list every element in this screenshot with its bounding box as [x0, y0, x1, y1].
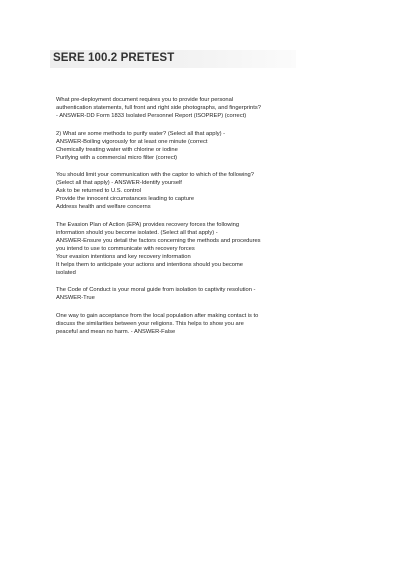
- qa-block-4: [56, 221, 356, 277]
- text-line: peaceful and mean no harm. - ANSWER-False: [56, 328, 176, 335]
- text-line: Your evasion intentions and key recovery information: [56, 253, 191, 260]
- qa-block-1: [56, 96, 356, 120]
- text-line: Address health and welfare concerns: [56, 204, 151, 211]
- text-line: Chemically treating water with chlorine or iodine: [56, 146, 178, 153]
- qa-block-6: [56, 312, 356, 336]
- text-line: One way to gain acceptance from the local population after making contact is to: [56, 312, 259, 319]
- document-body: [56, 96, 356, 346]
- qa-block-3: [56, 171, 356, 211]
- text-line: authentication statements, full front and right side photographs, and fingerprints?: [56, 105, 261, 111]
- text-line: Purifying with a commercial micro filter (correct): [56, 154, 178, 161]
- text-line: The Code of Conduct is your moral guide from isolation to captivity resolution -: [56, 287, 256, 294]
- text-line: information should you become isolated. (Select all that apply) -: [56, 229, 218, 236]
- text-line: ANSWER-Ensure you detail the factors concerning the methods and procedures: [56, 237, 261, 244]
- page-title: SERE 100.2 PRETEST: [53, 52, 175, 64]
- text-line: discuss the similarities between your religions. This helps to show you are: [56, 320, 244, 327]
- qa-block-2: [56, 130, 356, 162]
- text-line: isolated: [56, 269, 76, 276]
- text-line: What pre-deployment document requires you to provide four personal: [56, 97, 234, 103]
- text-line: (Select all that apply) - ANSWER-Identify yourself: [56, 180, 182, 187]
- text-line: ANSWER-Boiling vigorously for at least one minute (correct: [56, 138, 208, 145]
- text-line: - ANSWER-DD Form 1833 Isolated Personnel Report (ISOPREP) (correct): [56, 113, 247, 119]
- text-line: It helps them to anticipate your actions and intentions should you become: [56, 261, 243, 268]
- text-line: 2) What are some methods to purify water? (Select all that apply) -: [56, 130, 226, 137]
- text-line: Ask to be returned to U.S. control: [56, 188, 142, 195]
- text-line: Provide the innocent circumstances leading to capture: [56, 196, 195, 203]
- qa-block-5: [56, 286, 356, 302]
- text-line: you intend to use to communicate with recovery forces: [56, 245, 195, 252]
- text-line: The Evasion Plan of Action (EPA) provides recovery forces the following: [56, 221, 240, 228]
- text-line: You should limit your communication with the captor to which of the following?: [56, 172, 254, 179]
- text-line: ANSWER-True: [56, 295, 95, 302]
